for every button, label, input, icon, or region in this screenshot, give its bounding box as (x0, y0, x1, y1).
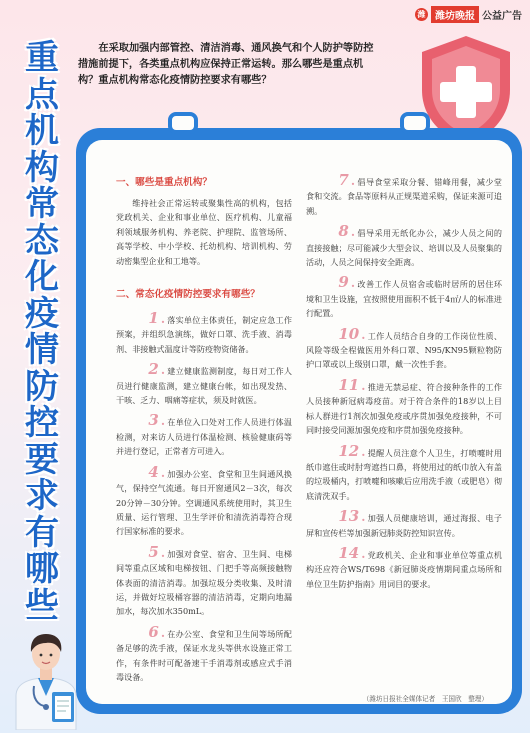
section-heading: 二、常态化疫情防控要求有哪些？ (116, 289, 260, 301)
clipboard-tab (400, 112, 430, 134)
item-text: 加强人员健康培训，通过海报、电子屏和宣传栏等加强新冠肺炎防控知识宣传。 (306, 513, 502, 538)
item-text: 工作人员结合自身的工作岗位性质、风险等级全程做医用外科口罩、N95/KN95颗粒物防护口罩或以上级别口罩，戴一次性手套。 (306, 330, 502, 370)
section-heading: 一、哪些是重点机构？ (116, 177, 212, 188)
title-char: 要 (25, 439, 59, 480)
title-char: 有 (25, 512, 59, 553)
ad-label: 公益广告 (482, 11, 522, 22)
item-text: 党政机关、企业和事业单位等重点机构还应符合WS/T698《新冠肺炎疫情期间重点场所和单位卫生防护指南》用词目的要求。 (306, 549, 502, 589)
item-number: 11 (338, 375, 360, 394)
title-char: 疫 (25, 293, 59, 334)
list-item: 14 . 党政机关、企业和事业单位等重点机构还应符合WS/T698《新冠肺炎疫情期间重点场所和单位卫生防护指南》用词目的要求。 (306, 543, 502, 589)
list-item: 11 . 推进无禁忌症、符合接种条件的工作人员接种新冠病毒疫苗。对于符合条件的18岁以上目标人群进行1剂次加强免疫或序贯加强免疫接种，不可同时接受同源加强免疫和序贯加强免疫接种。 (306, 375, 502, 436)
title-char: 机 (25, 111, 59, 151)
doctor-illustration-icon (8, 626, 84, 730)
list-item: 4 . 加强办公室、食堂和卫生间通风换气，保持空气流通。每日开窗通风2－3次，每次20分钟－30分钟。空调通风系统使用时，其卫生质量、运行管理、卫生学评价和清洗消毒符合现行国家标准的要求。 (116, 462, 292, 537)
title-char: 常 (25, 184, 59, 224)
item-number: 7 (338, 171, 349, 189)
list-item: 1 . 落实单位主体责任，制定应急工作预案，并组织急演练，做好口罩、洗手液、消毒剂、非接触式温度计等防疫物资储备。 (116, 309, 292, 354)
item-text: 提醒人员注意个人卫生，打喷嚏时用纸巾遮住或时肘弯遮挡口鼻，将使用过的纸巾放入有盖的垃圾桶内，打喷嚏和咳嗽后应用洗手液（或肥皂）彻底清洗双手。 (306, 447, 502, 501)
list-item: 7 . 倡导食堂采取分餐、错峰用餐，减少堂食和交流。食品等原料从正规渠道采购，保证来源可追溯。 (306, 171, 502, 216)
author-credit: （潍坊日报社全媒体记者 王国欣 整理） (362, 695, 488, 703)
item-number: 13 (338, 507, 360, 526)
list-item: 2 . 建立健康监测制度，每日对工作人员进行健康监测，建立健康台帐，如出现发热、干咳、乏力、咽痛等症状，须及时就医。 (116, 360, 292, 406)
item-number: 1 (148, 309, 159, 328)
list-item: 12 . 提醒人员注意个人卫生，打喷嚏时用纸巾遮住或时肘弯遮挡口鼻，将使用过的纸巾放入有盖的垃圾桶内，打喷嚏和咳嗽后应用洗手液（或肥皂）彻底清洗双手。 (306, 441, 502, 501)
title-char: 求 (25, 476, 59, 516)
newspaper-name: 潍坊晚报 (431, 6, 479, 23)
item-number: 6 (148, 622, 159, 641)
item-text: 改善工作人员宿舍或临时居所的居住环境和卫生设施，宜按照使用面积不低于4㎡/人的标准进行配置。 (306, 279, 502, 319)
item-number: 5 (148, 542, 159, 561)
list-item: 3 . 在单位入口处对工作人员进行体温检测，对来访人员进行体温检测、核验健康码等并进行登记，正常者方可进入。 (116, 411, 292, 457)
section-text: 维持社会正常运转或聚集性高的机构，包括党政机关、企业和事业单位、医疗机构、儿童福利领域服务机构、养老院、护理院、监管场所、高等学校、中小学校、托幼机构、培训机构、劳动密集型企业和工地等。 (116, 198, 292, 266)
title-char: 控 (25, 403, 59, 443)
title-char: 化 (25, 257, 59, 297)
item-text: 倡导采用无纸化办公，减少人员之间的直接接触；尽可能减少大型会议、培训以及人员聚集的活动，人员之间保持安全距离。 (306, 228, 502, 268)
item-text: 在单位入口处对工作人员进行体温检测，对来访人员进行体温检测、核验健康码等并进行登记，正常者方可进入。 (116, 417, 292, 457)
title-char: 构 (25, 147, 59, 188)
title-char: 防 (25, 366, 59, 407)
left-column (116, 170, 292, 684)
title-char: 态 (25, 220, 59, 261)
vertical-title (20, 40, 64, 624)
newspaper-logo-icon: 潍 (415, 8, 428, 21)
item-number: 4 (148, 462, 159, 481)
item-number: 8 (338, 222, 349, 241)
item-number: 3 (148, 411, 159, 430)
list-item: 13 . 加强人员健康培训，通过海报、电子屏和宣传栏等加强新冠肺炎防控知识宣传。 (306, 507, 502, 538)
item-text: 落实单位主体责任，制定应急工作预案，并组织急演练，做好口罩、洗手液、消毒剂、非接触式温度计等防疫物资储备。 (116, 315, 292, 354)
list-item: 8 . 倡导采用无纸化办公，减少人员之间的直接接触；尽可能减少大型会议、培训以及人员聚集的活动，人员之间保持安全距离。 (306, 222, 502, 268)
item-number: 14 (338, 543, 360, 562)
item-text: 加强对食堂、宿舍、卫生间、电梯间等重点区域和电梯按钮、门把手等高频接触物体表面的清洁消毒。加强垃圾分类收集、及时清运，并做好垃圾桶容器的清洁消毒，定期向地漏加水，每次加水350mL。 (116, 548, 292, 617)
title-char: 哪 (25, 549, 59, 589)
list-item: 10 . 工作人员结合自身的工作岗位性质、风险等级全程做医用外科口罩、N95/KN95颗粒物防护口罩或以上级别口罩，戴一次性手套。 (306, 324, 502, 370)
intro-paragraph: 在采取加强内部管控、清洁消毒、通风换气和个人防护等防控措施前提下，各类重点机构应保持正常运转。那么哪些是重点机构？重点机构常态化疫情防控要求有哪些？ (78, 42, 374, 86)
item-text: 在办公室、食堂和卫生间等场所配备足够的洗手液，保证水龙头等供水设施正常工作，有条件时可配备速干手消毒剂或感应式手消毒设备。 (116, 628, 292, 682)
right-column (306, 170, 502, 591)
item-text: 推进无禁忌症、符合接种条件的工作人员接种新冠病毒疫苗。对于符合条件的18岁以上目标人群进行1剂次加强免疫或序贯加强免疫接种，不可同时接受同源加强免疫和序贯加强免疫接种。 (306, 381, 502, 436)
item-number: 10 (338, 324, 360, 343)
item-number: 9 (338, 273, 349, 292)
title-char: 重 (25, 38, 59, 78)
title-char: 情 (25, 330, 59, 370)
item-text: 加强办公室、食堂和卫生间通风换气，保持空气流通。每日开窗通风2－3次，每次20分钟－30分钟。空调通风系统使用时，其卫生质量、运行管理、卫生学评价和清洗消毒符合现行国家标准的要求。 (116, 468, 292, 537)
list-item: 6 . 在办公室、食堂和卫生间等场所配备足够的洗手液，保证水龙头等供水设施正常工作，有条件时可配备速干手消毒剂或感应式手消毒设备。 (116, 622, 292, 682)
item-text: 倡导食堂采取分餐、错峰用餐，减少堂食和交流。食品等原料从正规渠道采购，保证来源可追溯。 (306, 177, 502, 216)
clipboard-tab (168, 112, 198, 134)
item-number: 12 (338, 441, 360, 460)
list-item: 5 . 加强对食堂、宿舍、卫生间、电梯间等重点区域和电梯按钮、门把手等高频接触物体表面的清洁消毒。加强垃圾分类收集、及时清运，并做好垃圾桶容器的清洁消毒，定期向地漏加水，每次加水350mL。 (116, 542, 292, 617)
list-item: 9 . 改善工作人员宿舍或临时居所的居住环境和卫生设施，宜按照使用面积不低于4㎡/人的标准进行配置。 (306, 273, 502, 319)
item-number: 2 (148, 360, 159, 379)
title-char: 点 (25, 74, 59, 115)
item-text: 建立健康监测制度，每日对工作人员进行健康监测，建立健康台帐，如出现发热、干咳、乏力、咽痛等症状，须及时就医。 (116, 366, 292, 406)
masthead (415, 6, 522, 23)
title-char: 些 (25, 585, 59, 626)
